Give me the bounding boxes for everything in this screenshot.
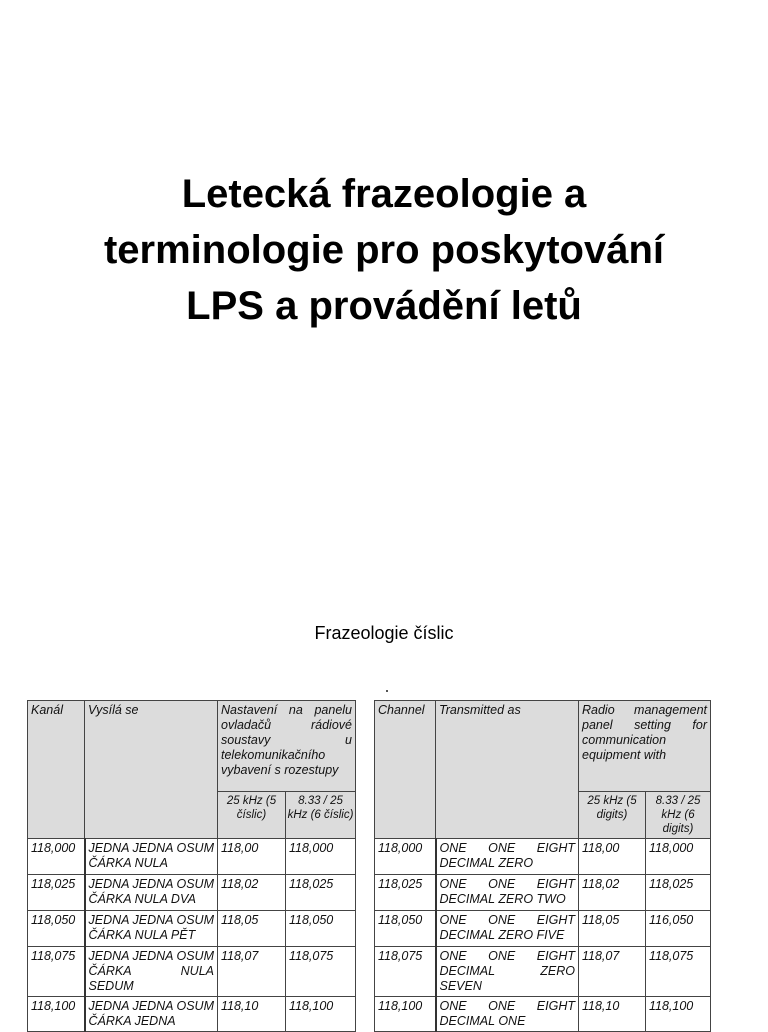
- table-row: [28, 997, 356, 1032]
- cell-833khz: 118,075: [286, 947, 356, 997]
- header-25khz: 25 kHz (5 digits): [579, 792, 646, 839]
- frequency-table-cz: [27, 700, 356, 1032]
- cell-833khz: 118,100: [646, 997, 711, 1032]
- cell-833khz: 118,000: [646, 839, 711, 875]
- cell-channel: 118,075: [375, 947, 436, 997]
- cell-25khz: 118,02: [218, 875, 286, 911]
- cell-channel: 118,050: [375, 911, 436, 947]
- title-line-3: LPS a provádění letů: [186, 284, 582, 328]
- cell-25khz: 118,07: [579, 947, 646, 997]
- title-line-1: Letecká frazeologie a: [181, 172, 587, 216]
- cell-channel: 118,000: [375, 839, 436, 875]
- cell-833khz: 118,000: [286, 839, 356, 875]
- header-setting: Radio management panel setting for communication equipment with: [579, 701, 711, 792]
- header-transmitted: Transmitted as: [436, 701, 579, 839]
- cell-transmitted: ONE ONE EIGHT DECIMAL ZERO TWO: [436, 875, 579, 911]
- table-header-row: [28, 701, 356, 792]
- cell-transmitted: JEDNA JEDNA OSUM ČÁRKA JEDNA: [85, 997, 218, 1032]
- table-row: [375, 875, 711, 911]
- slide-subtitle: Frazeologie číslic: [314, 623, 454, 643]
- cell-833khz: 118,075: [646, 947, 711, 997]
- cell-833khz: 118,050: [286, 911, 356, 947]
- cell-transmitted: ONE ONE EIGHT DECIMAL ZERO: [436, 839, 579, 875]
- header-channel: Kanál: [28, 701, 85, 839]
- title-line-2: terminologie pro poskytování: [103, 228, 665, 272]
- cell-transmitted: ONE ONE EIGHT DECIMAL ZERO FIVE: [436, 911, 579, 947]
- table-row: [375, 997, 711, 1032]
- cell-channel: 118,025: [375, 875, 436, 911]
- table-row: [28, 947, 356, 997]
- cell-833khz: 116,050: [646, 911, 711, 947]
- cell-25khz: 118,00: [218, 839, 286, 875]
- header-833khz: 8.33 / 25 kHz (6 digits): [646, 792, 711, 839]
- cell-channel: 118,050: [28, 911, 85, 947]
- table-row: [375, 947, 711, 997]
- cell-channel: 118,000: [28, 839, 85, 875]
- cell-833khz: 118,025: [646, 875, 711, 911]
- cell-833khz: 118,100: [286, 997, 356, 1032]
- header-setting: Nastavení na panelu ovladačů rádiové soustavy u telekomunikačního vybavení s rozestupy: [218, 701, 356, 792]
- frequency-table-en: [374, 700, 711, 1032]
- cell-transmitted: JEDNA JEDNA OSUM ČÁRKA NULA SEDUM: [85, 947, 218, 997]
- table-header-row: [375, 701, 711, 792]
- cell-25khz: 118,05: [579, 911, 646, 947]
- table-row: [375, 839, 711, 875]
- cell-transmitted: JEDNA JEDNA OSUM ČÁRKA NULA DVA: [85, 875, 218, 911]
- cell-25khz: 118,05: [218, 911, 286, 947]
- stray-dot: [386, 690, 388, 692]
- slide-title: [0, 166, 768, 334]
- cell-channel: 118,100: [375, 997, 436, 1032]
- cell-25khz: 118,10: [579, 997, 646, 1032]
- cell-channel: 118,100: [28, 997, 85, 1032]
- cell-25khz: 118,00: [579, 839, 646, 875]
- header-833khz: 8.33 / 25 kHz (6 číslic): [286, 792, 356, 839]
- cell-transmitted: ONE ONE EIGHT DECIMAL ZERO SEVEN: [436, 947, 579, 997]
- header-transmitted: Vysílá se: [85, 701, 218, 839]
- cell-transmitted: JEDNA JEDNA OSUM ČÁRKA NULA: [85, 839, 218, 875]
- cell-25khz: 118,02: [579, 875, 646, 911]
- table-row: [28, 911, 356, 947]
- cell-transmitted: JEDNA JEDNA OSUM ČÁRKA NULA PĚT: [85, 911, 218, 947]
- cell-25khz: 118,07: [218, 947, 286, 997]
- cell-transmitted: ONE ONE EIGHT DECIMAL ONE: [436, 997, 579, 1032]
- table-row: [28, 839, 356, 875]
- cell-channel: 118,075: [28, 947, 85, 997]
- cell-833khz: 118,025: [286, 875, 356, 911]
- header-25khz: 25 kHz (5 číslic): [218, 792, 286, 839]
- cell-25khz: 118,10: [218, 997, 286, 1032]
- cell-channel: 118,025: [28, 875, 85, 911]
- header-channel: Channel: [375, 701, 436, 839]
- table-row: [28, 875, 356, 911]
- table-row: [375, 911, 711, 947]
